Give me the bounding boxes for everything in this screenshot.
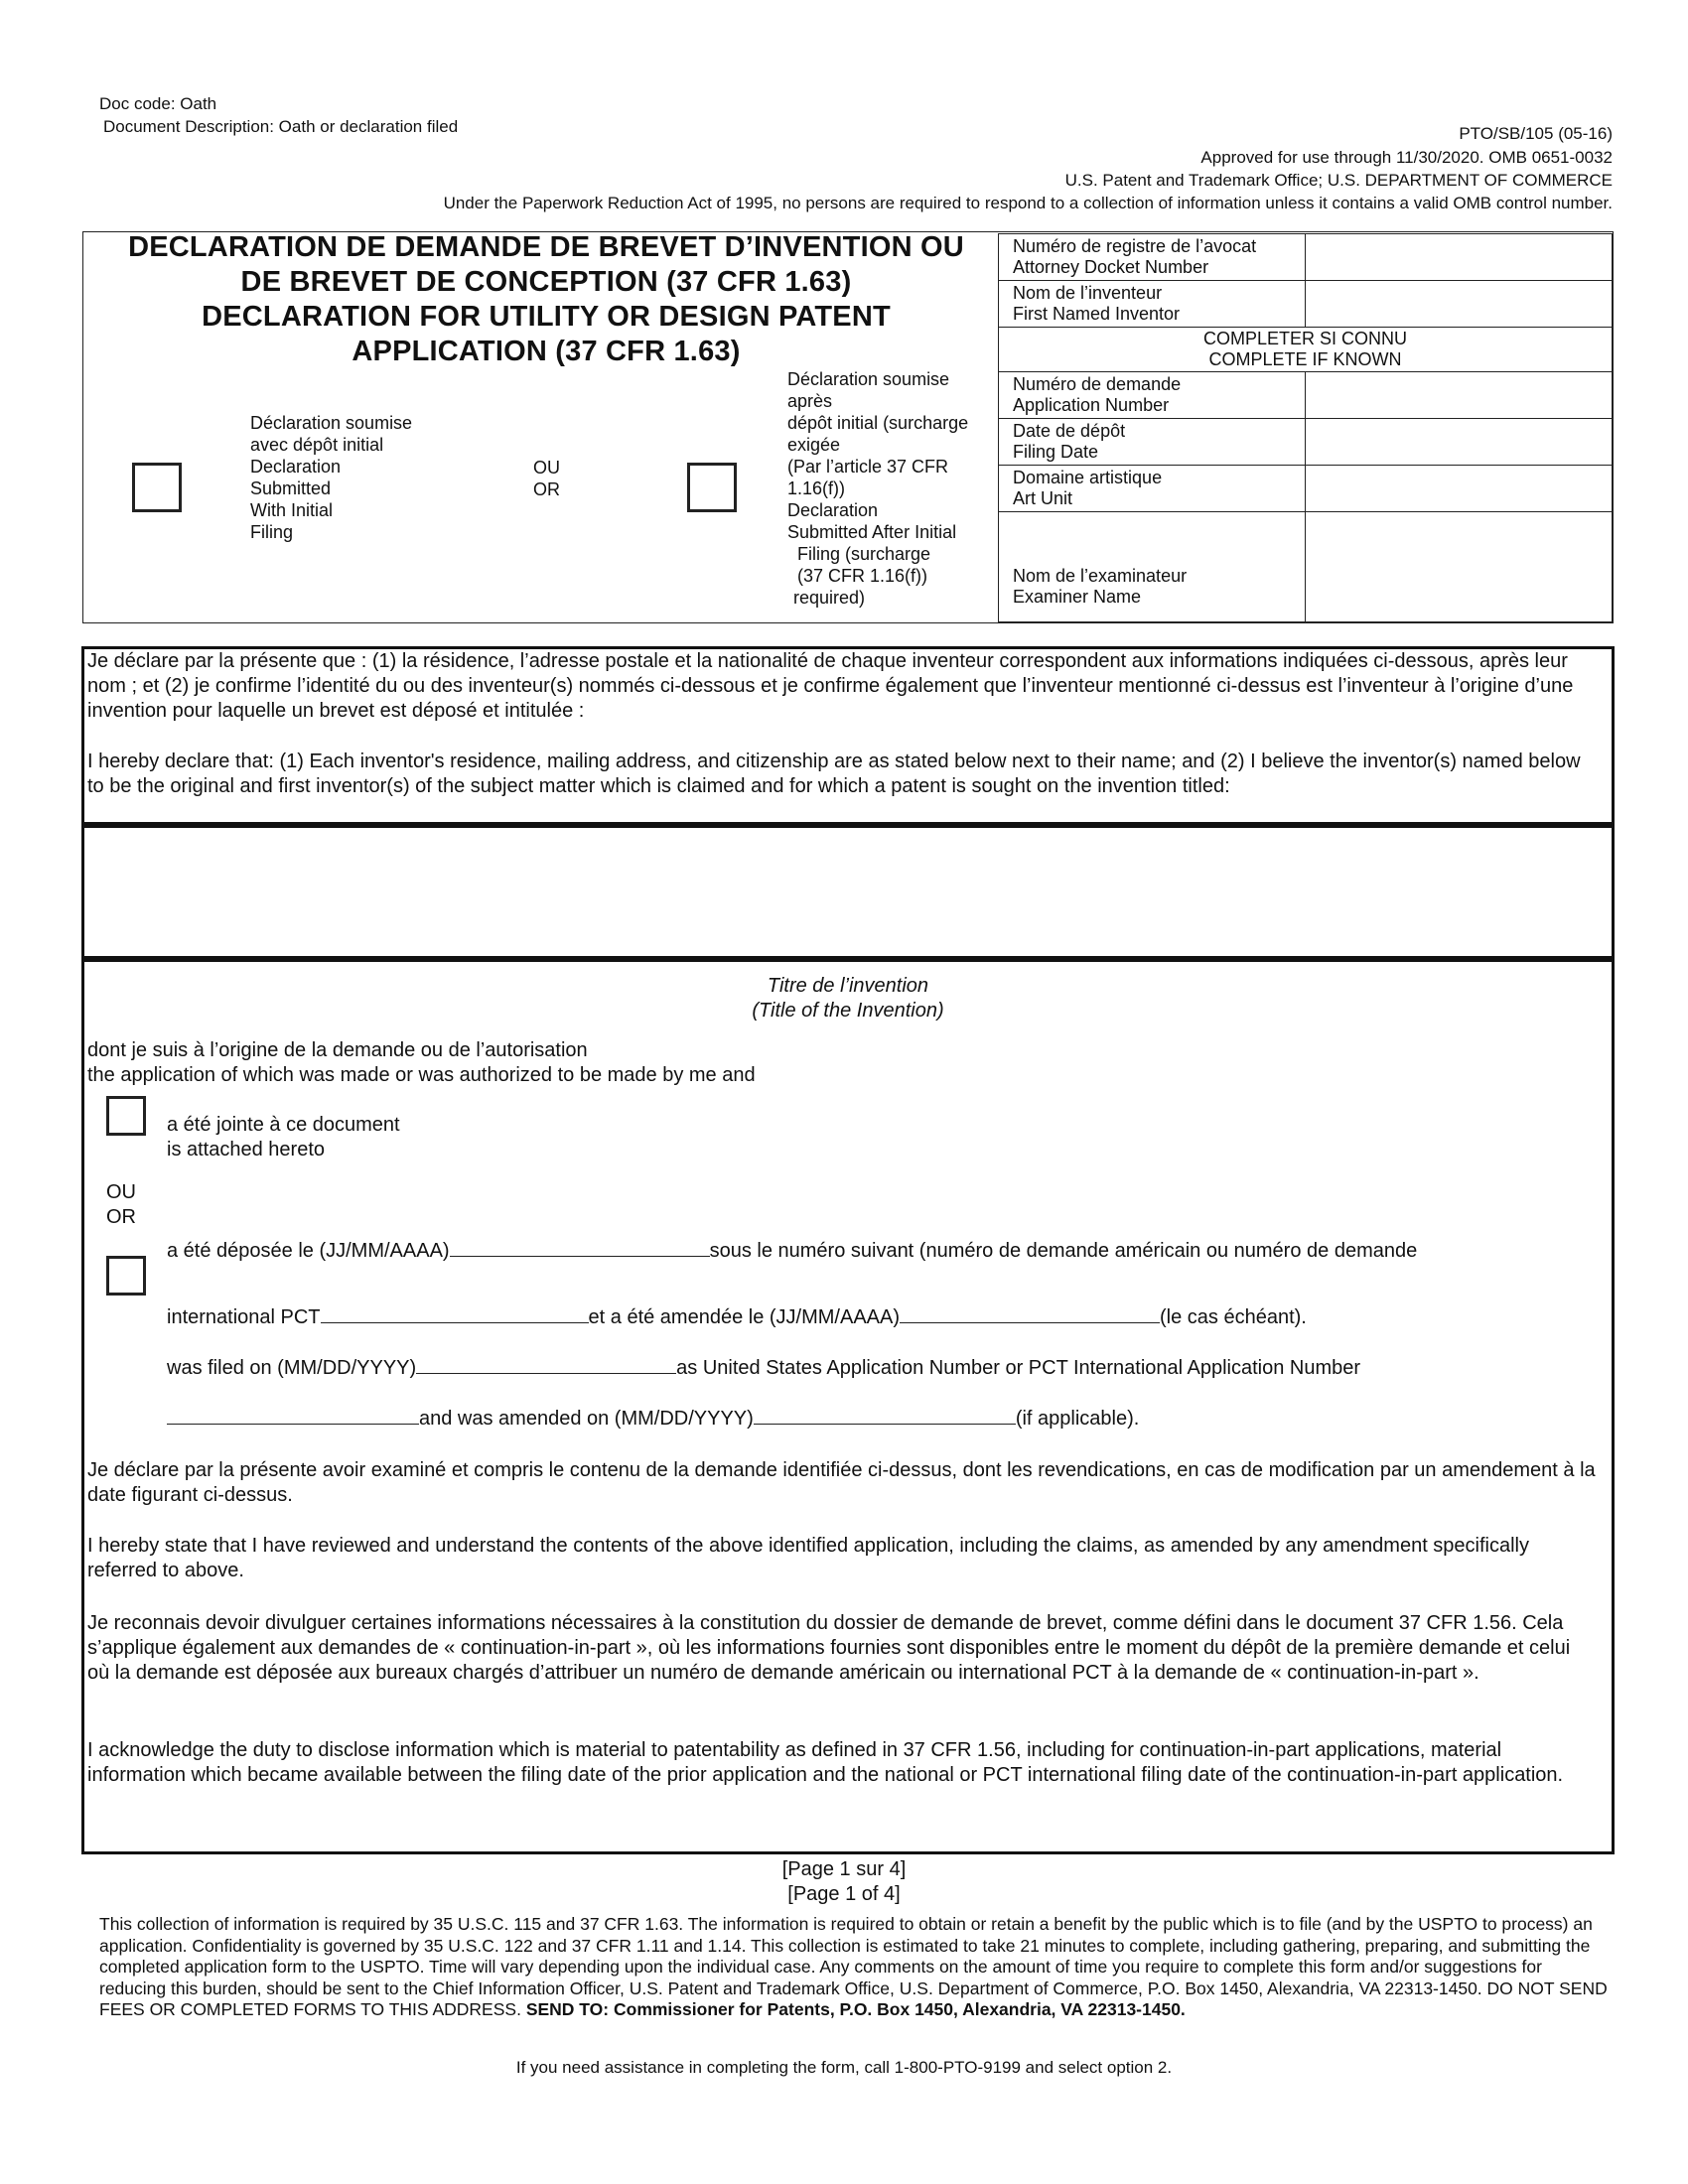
pct-number-fr-field[interactable] [321, 1304, 589, 1323]
title-line-2: DE BREVET DE CONCEPTION (37 CFR 1.63) [240, 266, 852, 298]
filed-line-en: was filed on (MM/DD/YYYY) as United States Application Number or PCT International Application Number [167, 1357, 1361, 1379]
invention-title-caption: Titre de l’invention (Title of the Invention) [752, 975, 944, 1022]
declaration-fr: Je déclare par la présente que : (1) la résidence, l’adresse postale et la nationalité de chaque inventeur correspondent aux informations indiquées ci-dessous, après leur nom ; et (2) je confirme l’identité du ou des inventeur(s) nommés ci-dessous et je confirme également que l’inventeur mentionné ci-dessus est l’inventeur à l’origine d’une invention pour laquelle un brevet est déposé et intitulée : [87, 650, 1574, 722]
filing-date-label: Date de dépôt Filing Date [999, 419, 1306, 466]
invention-title-field[interactable] [81, 825, 1615, 959]
app-number-en-field[interactable] [167, 1406, 419, 1425]
inventor-field[interactable] [1306, 281, 1613, 328]
or-label: OU OR [533, 458, 560, 499]
page-number: [Page 1 sur 4] [Page 1 of 4] [781, 1858, 907, 1905]
examiner-field[interactable] [1306, 512, 1613, 622]
pct-line-fr: international PCT et a été amendée le (JJ/MM/AAAA) (le cas échéant). [167, 1306, 1307, 1328]
amended-date-en-field[interactable] [754, 1406, 1016, 1425]
filed-checkbox[interactable] [106, 1256, 146, 1296]
complete-if-known: COMPLETER SI CONNU COMPLETE IF KNOWN [999, 328, 1613, 372]
duty-fr: Je reconnais devoir divulguer certaines informations nécessaires à la constitution du dossier de demande de brevet, comme défini dans le document 37 CFR 1.56. Cela s’applique également aux demandes de « continuation-in-part », où les informations fournies sont disponibles entre le moment du dépôt de la première demande et celui où la demande est déposée aux bureaux chargés d’attribuer un numéro de demande américain ou international PCT à la demande de « continuation-in-part ». [87, 1612, 1571, 1684]
duty-en: I acknowledge the duty to disclose information which is material to patentability as defined in 37 CFR 1.56, including for continuation-in-part applications, material information which became available between the filing date of the prior application and the national or PCT international filing date of the continuation-in-part application. [87, 1739, 1564, 1786]
art-unit-label: Domaine artistique Art Unit [999, 466, 1306, 512]
form-id: PTO/SB/105 (05-16) [1459, 124, 1613, 143]
title-line-4: APPLICATION (37 CFR 1.63) [352, 336, 741, 367]
omb-approval: Approved for use through 11/30/2020. OMB 0651-0032 [1200, 148, 1613, 167]
doc-code: Doc code: Oath [99, 94, 217, 113]
filed-date-en-field[interactable] [416, 1355, 676, 1374]
app-number-label: Numéro de demande Application Number [999, 372, 1306, 419]
application-info-table [998, 233, 1613, 622]
doc-description: Document Description: Oath or declaration filed [103, 117, 459, 136]
declaration-en: I hereby declare that: (1) Each inventor's residence, mailing address, and citizenship are as stated below next to their name; and (2) I believe the inventor(s) named below to be the original and first inventor(s) of the subject matter which is claimed and for which a patent is sought on the invention titled: [87, 751, 1581, 797]
attached-label: a été jointe à ce document is attached hereto [167, 1114, 400, 1160]
paperwork-notice: Under the Paperwork Reduction Act of 1995, no persons are required to respond to a collection of information unless it contains a valid OMB control number. [443, 194, 1613, 212]
after-filing-label: Déclaration soumise après dépôt initial (surcharge exigée (Par l’article 37 CFR 1.16(f)) Declaration Submitted After Initial Filing (surcharge (37 CFR 1.16(f)) required) [787, 369, 969, 608]
or-label-2: OU OR [106, 1181, 136, 1228]
title-line-1: DECLARATION DE DEMANDE DE BREVET D’INVENTION OU [128, 231, 964, 263]
origin-text: dont je suis à l’origine de la demande ou de l’autorisation the application of which was made or was authorized to be made by me and [87, 1039, 756, 1086]
docket-label: Numéro de registre de l’avocat Attorney Docket Number [999, 234, 1306, 281]
docket-field[interactable] [1306, 234, 1613, 281]
inventor-label: Nom de l’inventeur First Named Inventor [999, 281, 1306, 328]
agency: U.S. Patent and Trademark Office; U.S. DEPARTMENT OF COMMERCE [1064, 171, 1613, 190]
amended-date-fr-field[interactable] [900, 1304, 1160, 1323]
filed-line-fr: a été déposée le (JJ/MM/AAAA) sous le numéro suivant (numéro de demande américain ou numéro de demande [167, 1240, 1418, 1262]
amended-line-en: and was amended on (MM/DD/YYYY) (if applicable). [167, 1406, 1139, 1432]
form-title [99, 230, 993, 369]
review-en: I hereby state that I have reviewed and understand the contents of the above identified application, including the claims, as amended by any amendment specifically referred to above. [87, 1535, 1530, 1581]
examiner-label: Nom de l’examinateur Examiner Name [999, 512, 1306, 622]
review-fr: Je déclare par la présente avoir examiné et compris le contenu de la demande identifiée ci-dessus, dont les revendications, en cas de modification par un amendement à la date figurant ci-dessus. [87, 1459, 1596, 1506]
burden-statement: This collection of information is required by 35 U.S.C. 115 and 37 CFR 1.63. The information is required to obtain or retain a benefit by the public which is to file (and by the USPTO to process) an application. Confidentiality is governed by 35 U.S.C. 122 and 37 CFR 1.11 and 1.14. This collection is estimated to take 21 minutes to complete, including gathering, preparing, and submitting the completed application form to the USPTO. Time will vary depending upon the individual case. Any comments on the amount of time you require to complete this form and/or suggestions for reducing this burden, should be sent to the Chief Information Officer, U.S. Patent and Trademark Office, U.S. Department of Commerce, P.O. Box 1450, Alexandria, VA 22313-1450. DO NOT SEND FEES OR COMPLETED FORMS TO THIS ADDRESS. SEND TO: Commissioner for Patents, P.O. Box 1450, Alexandria, VA 22313-1450. [99, 1914, 1608, 2019]
art-unit-field[interactable] [1306, 466, 1613, 512]
assistance-note: If you need assistance in completing the form, call 1-800-PTO-9199 and select option 2. [515, 2058, 1173, 2077]
initial-filing-checkbox[interactable] [132, 463, 182, 512]
filed-date-fr-field[interactable] [450, 1238, 710, 1257]
app-number-field[interactable] [1306, 372, 1613, 419]
title-line-3: DECLARATION FOR UTILITY OR DESIGN PATENT [202, 301, 891, 333]
after-filing-checkbox[interactable] [687, 463, 737, 512]
filing-date-field[interactable] [1306, 419, 1613, 466]
initial-filing-label: Déclaration soumise avec dépôt initial Declaration Submitted With Initial Filing [250, 413, 413, 542]
send-to: SEND TO: Commissioner for Patents, P.O. Box 1450, Alexandria, VA 22313-1450. [525, 1999, 1186, 2019]
attached-checkbox[interactable] [106, 1096, 146, 1136]
